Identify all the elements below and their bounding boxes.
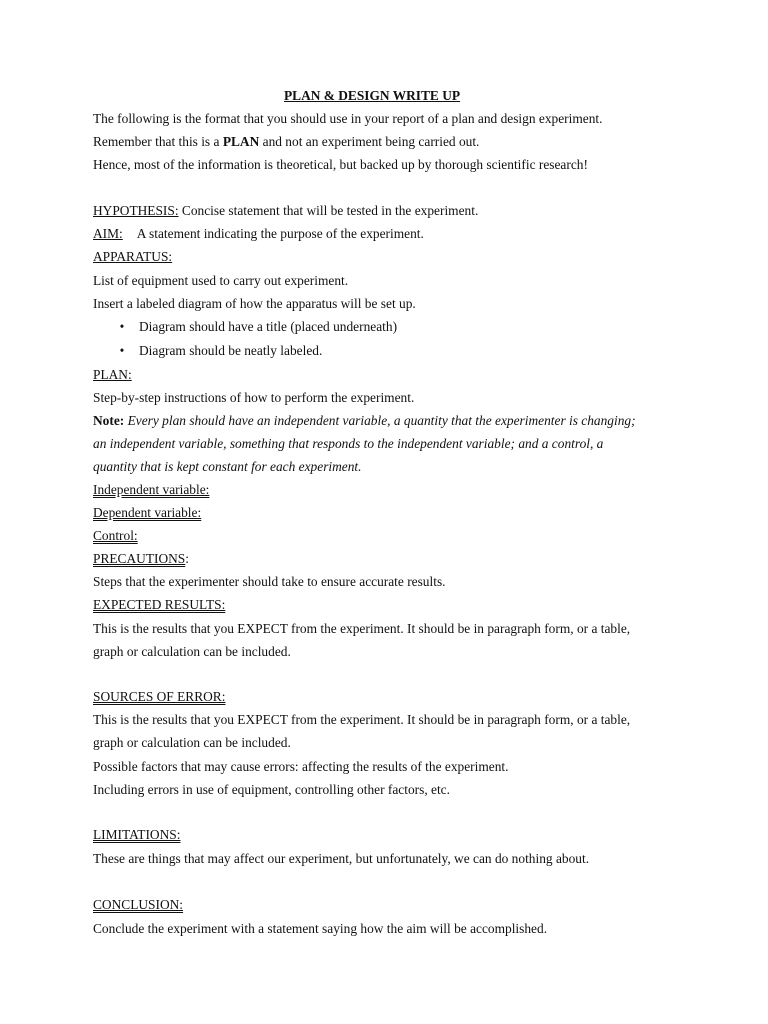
control-variable: Control: [93,528,138,543]
remember-bold: PLAN [222,134,260,149]
precautions-text: Steps that the experimenter should take to ensure accurate results. [93,574,446,589]
conclusion-label: CONCLUSION: [93,897,184,912]
plan-note-line-3: quantity that is kept constant for each experiment. [93,459,362,474]
aim-line [93,225,733,243]
expected-results-label: EXPECTED RESULTS: [93,597,226,612]
document-title: PLAN & DESIGN WRITE UP [283,88,461,103]
conclusion-text: Conclude the experiment with a statement saying how the aim will be accomplished. [93,921,548,936]
apparatus-label: APPARATUS: [93,249,173,264]
remember-after: and not an experiment being carried out. [262,134,480,149]
expected-line-1: This is the results that you EXPECT from the experiment. It should be in paragraph form, or a table, [93,621,631,636]
limitations-text: These are things that may affect our experiment, but unfortunately, we can do nothing about. [93,851,590,866]
errors-line-3: Possible factors that may cause errors: affecting the results of the experiment. [93,759,509,774]
hypothesis-line [93,202,733,220]
bullet-marker: • [119,319,125,334]
remember-before: Remember that this is a [93,134,220,149]
plan-note-line-2: an independent variable, something that responds to the independent variable; and a control, a [93,436,604,451]
precautions-label: PRECAUTIONS [93,551,186,566]
expected-line-2: graph or calculation can be included. [93,644,291,659]
plan-label: PLAN: [93,367,132,382]
precautions-line [93,550,733,568]
plan-text: Step-by-step instructions of how to perform the experiment. [93,390,415,405]
apparatus-line-2: Insert a labeled diagram of how the apparatus will be set up. [93,296,416,311]
sources-of-error-label: SOURCES OF ERROR: [93,689,226,704]
bullet-text: Diagram should be neatly labeled. [139,343,323,358]
apparatus-bullet-1 [119,318,768,336]
intro-line-2 [93,133,733,151]
intro-line-3: Hence, most of the information is theoretical, but backed up by thorough scientific research! [93,157,588,172]
hypothesis-label: HYPOTHESIS: [93,203,179,218]
apparatus-bullet-2 [119,342,768,360]
bullet-text: Diagram should have a title (placed underneath) [139,319,398,334]
dependent-variable: Dependent variable: [93,505,202,520]
errors-line-1: This is the results that you EXPECT from the experiment. It should be in paragraph form, or a table, [93,712,631,727]
limitations-label: LIMITATIONS: [93,827,181,842]
errors-line-2: graph or calculation can be included. [93,735,291,750]
hypothesis-text: Concise statement that will be tested in the experiment. [181,203,479,218]
intro-line-1: The following is the format that you should use in your report of a plan and design experiment. [93,111,603,126]
aim-label: AIM: [93,226,123,241]
errors-line-4: Including errors in use of equipment, controlling other factors, etc. [93,782,450,797]
precautions-colon: : [185,551,189,566]
aim-text: A statement indicating the purpose of the experiment. [136,226,424,241]
note-label: Note: [93,413,125,428]
plan-note-line-1 [93,412,733,430]
bullet-marker: • [119,343,125,358]
apparatus-line-1: List of equipment used to carry out experiment. [93,273,349,288]
note-text: Every plan should have an independent variable, a quantity that the experimenter is changing; [127,413,636,428]
independent-variable: Independent variable: [93,482,210,497]
